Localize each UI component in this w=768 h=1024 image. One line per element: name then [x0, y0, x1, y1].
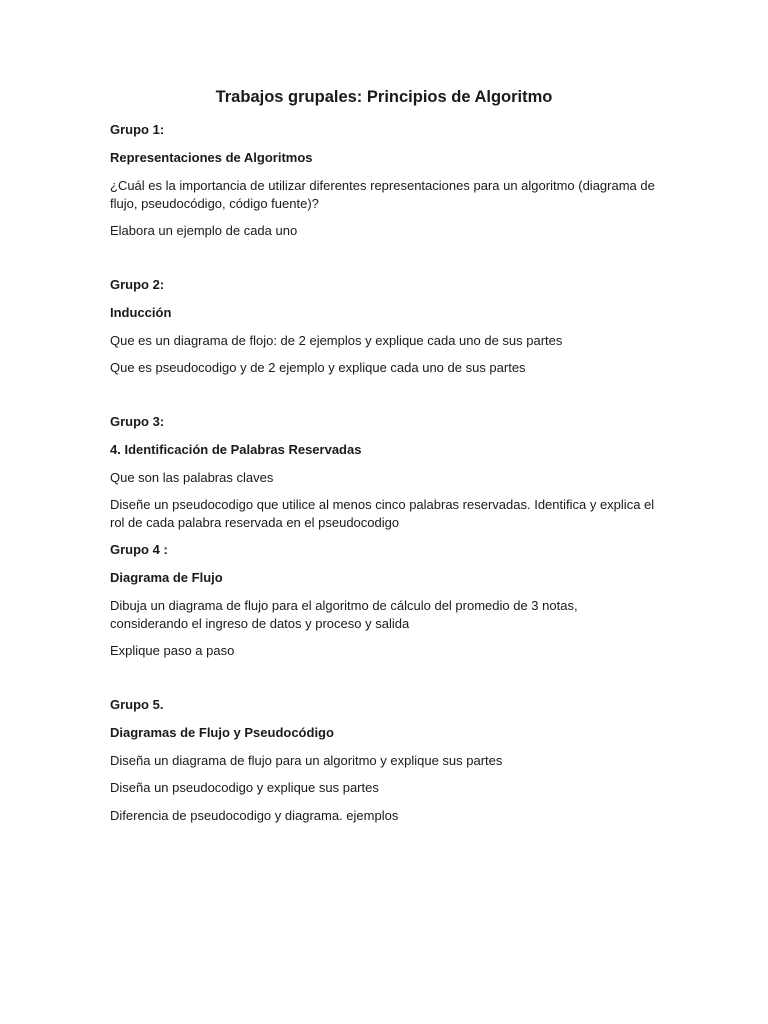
- group-paragraph: Elabora un ejemplo de cada uno: [110, 223, 298, 238]
- group-label: Grupo 3:: [110, 413, 165, 429]
- group-4: [110, 541, 658, 660]
- group-paragraph: Dibuja un diagrama de flujo para el algoritmo de cálculo del promedio de 3 notas, considerando el ingreso de datos y proceso y salida: [110, 598, 578, 631]
- group-paragraph: Explique paso a paso: [110, 643, 235, 658]
- group-paragraph: Diferencia de pseudocodigo y diagrama. ejemplos: [110, 807, 399, 823]
- group-2: [110, 276, 658, 377]
- spacer: [110, 250, 658, 276]
- group-paragraph: Que es pseudocodigo y de 2 ejemplo y explique cada uno de sus partes: [110, 360, 526, 375]
- group-topic: Representaciones de Algoritmos: [110, 150, 313, 165]
- spacer: [110, 670, 658, 696]
- spacer: [110, 387, 658, 413]
- group-label: Grupo 4 :: [110, 542, 168, 557]
- group-paragraph: Que es un diagrama de flojo: de 2 ejemplos y explique cada uno de sus partes: [110, 332, 563, 348]
- group-topic: Diagramas de Flujo y Pseudocódigo: [110, 724, 334, 740]
- document-title: Trabajos grupales: Principios de Algoritmo: [215, 88, 553, 106]
- group-label: Grupo 2:: [110, 276, 165, 292]
- group-topic: Inducción: [110, 304, 172, 320]
- group-paragraph: Que son las palabras claves: [110, 469, 274, 485]
- group-1: [110, 121, 658, 240]
- group-5: [110, 696, 658, 825]
- group-paragraph: Diseñe un pseudocodigo que utilice al menos cinco palabras reservadas. Identifica y explica el rol de cada palabra reservada en el pseudocodigo: [110, 497, 655, 530]
- group-paragraph: Diseña un pseudocodigo y explique sus partes: [110, 780, 379, 795]
- group-topic: Diagrama de Flujo: [110, 570, 223, 585]
- group-topic: 4. Identificación de Palabras Reservadas: [110, 441, 362, 457]
- group-label: Grupo 5.: [110, 696, 164, 712]
- group-label: Grupo 1:: [110, 122, 165, 137]
- group-paragraph: Diseña un diagrama de flujo para un algoritmo y explique sus partes: [110, 752, 503, 768]
- group-paragraph: ¿Cuál es la importancia de utilizar diferentes representaciones para un algoritmo (diagrama de flujo, pseudocódigo, código fuente)?: [110, 178, 655, 211]
- group-3: [110, 413, 658, 532]
